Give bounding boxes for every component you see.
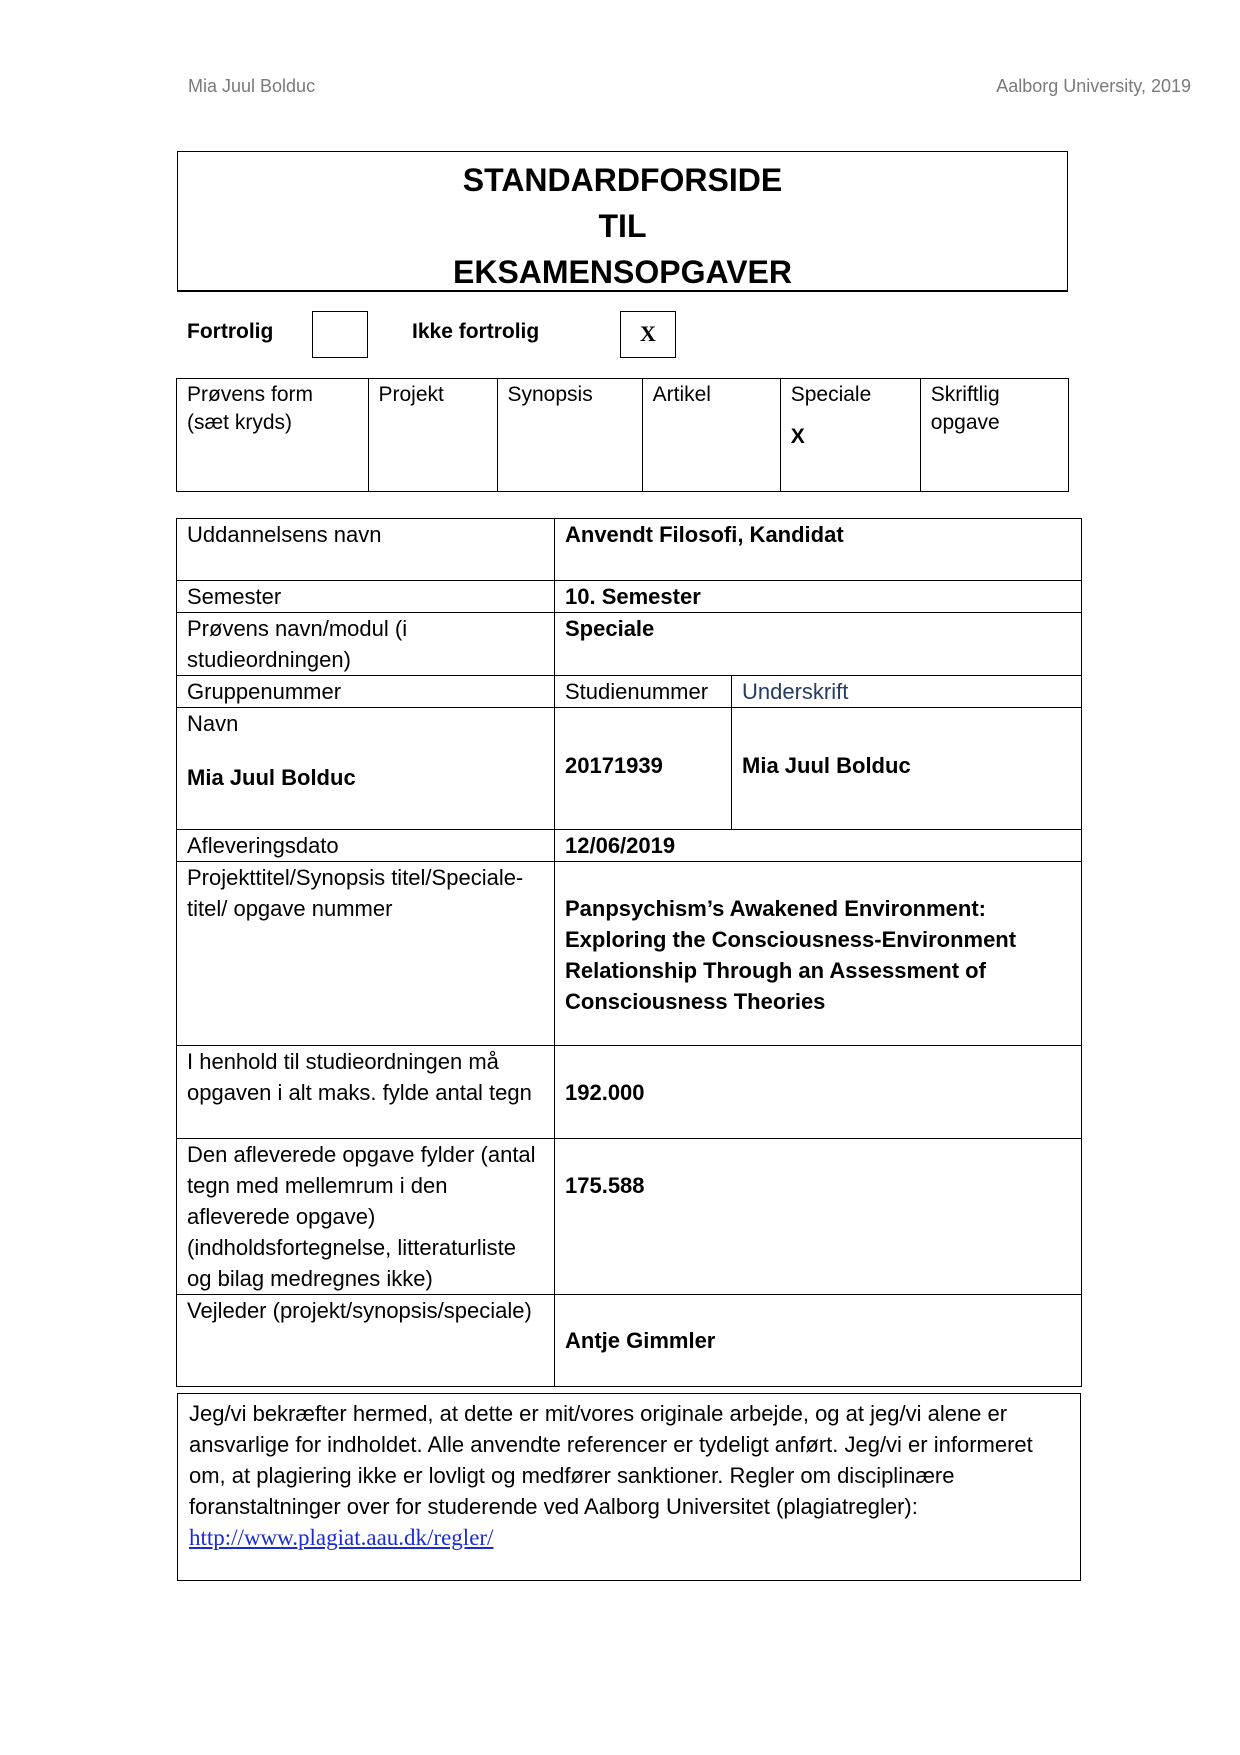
name-label: Navn bbox=[187, 711, 239, 736]
title-line-2: TIL bbox=[598, 208, 647, 244]
chars-value: 175.588 bbox=[555, 1139, 1082, 1295]
option-label: Skriftlig opgave bbox=[930, 383, 1000, 434]
not-confidential-checkbox[interactable]: X bbox=[620, 311, 676, 358]
exam-form-label: Prøvens form (sæt kryds) bbox=[177, 379, 369, 492]
option-label: Synopsis bbox=[507, 383, 593, 406]
exam-form-option-skriftlig[interactable] bbox=[920, 379, 1068, 492]
exam-name-value: Speciale bbox=[555, 613, 1082, 676]
table-row bbox=[177, 1139, 1082, 1295]
table-row bbox=[177, 1295, 1082, 1387]
student-no-value: 20171939 bbox=[555, 708, 732, 830]
header-institution: Aalborg University, 2019 bbox=[996, 76, 1191, 96]
student-no-label: Studienummer bbox=[555, 676, 732, 708]
table-row bbox=[177, 1046, 1082, 1139]
table-row bbox=[177, 581, 1082, 613]
education-label: Uddannelsens navn bbox=[177, 519, 555, 581]
declaration bbox=[177, 1393, 1081, 1581]
table-row bbox=[177, 613, 1082, 676]
table-row bbox=[177, 708, 1082, 830]
declaration-text: Jeg/vi bekræfter hermed, at dette er mit/vores originale arbejde, og at jeg/vi alene er ansvarlige for indholdet. Alle anvendte referencer er tydeligt anført. Jeg/vi er informeret om, at plagiering ikke er lovligt og medfører sanktioner. Regler om disciplinære foranstaltninger over for studerende ved Aalborg Universitet (plagiatregler): bbox=[189, 1401, 1033, 1519]
group-label: Gruppenummer bbox=[177, 676, 555, 708]
header-author: Mia Juul Bolduc bbox=[188, 76, 316, 96]
title-line-3: EKSAMENSOPGAVER bbox=[452, 254, 792, 290]
table-row bbox=[177, 676, 1082, 708]
name-value: Mia Juul Bolduc bbox=[187, 765, 356, 790]
date-value: 12/06/2019 bbox=[555, 830, 1082, 862]
option-label: Projekt bbox=[378, 383, 444, 406]
info-table bbox=[176, 518, 1082, 1387]
education-value: Anvendt Filosofi, Kandidat bbox=[555, 519, 1082, 581]
semester-label: Semester bbox=[177, 581, 555, 613]
chars-label: Den afleverede opgave fylder (antal tegn med mellemrum i den afleverede opgave) (indholdsfortegnelse, litteraturliste og bilag medregnes ikke) bbox=[177, 1139, 555, 1295]
confidential-checkbox[interactable] bbox=[312, 311, 368, 358]
plagiarism-rules-link[interactable]: http://www.plagiat.aau.dk/regler/ bbox=[189, 1525, 494, 1550]
title-value: Panpsychism’s Awakened Environment: Exploring the Consciousness-Environment Relationship Through an Assessment of Consciousness Theories bbox=[555, 862, 1082, 1046]
supervisor-value: Antje Gimmler bbox=[555, 1295, 1082, 1387]
exam-form-table bbox=[176, 378, 1069, 492]
max-chars-label: I henhold til studieordningen må opgaven i alt maks. fylde antal tegn bbox=[177, 1046, 555, 1139]
table-row bbox=[177, 519, 1082, 581]
confidential-label: Fortrolig bbox=[187, 320, 274, 343]
exam-form-option-synopsis[interactable] bbox=[497, 379, 642, 492]
semester-value: 10. Semester bbox=[555, 581, 1082, 613]
supervisor-label: Vejleder (projekt/synopsis/speciale) bbox=[177, 1295, 555, 1387]
name-cell bbox=[177, 708, 555, 830]
title-line-1: STANDARDFORSIDE bbox=[462, 162, 783, 198]
signature-label: Underskrift bbox=[732, 676, 1082, 708]
max-chars-value: 192.000 bbox=[555, 1046, 1082, 1139]
exam-name-label: Prøvens navn/modul (i studieordningen) bbox=[177, 613, 555, 676]
exam-form-option-speciale[interactable] bbox=[780, 379, 920, 492]
option-label: Artikel bbox=[652, 383, 711, 406]
option-mark: X bbox=[790, 425, 805, 448]
table-row bbox=[177, 830, 1082, 862]
page-title bbox=[177, 151, 1068, 292]
exam-form-option-projekt[interactable] bbox=[368, 379, 497, 492]
title-label: Projekttitel/Synopsis titel/Speciale-titel/ opgave nummer bbox=[177, 862, 555, 1046]
not-confidential-label: Ikke fortrolig bbox=[412, 320, 540, 343]
option-label: Speciale bbox=[790, 383, 872, 406]
table-row bbox=[177, 862, 1082, 1046]
signature-value: Mia Juul Bolduc bbox=[732, 708, 1082, 830]
exam-form-option-artikel[interactable] bbox=[642, 379, 780, 492]
date-label: Afleveringsdato bbox=[177, 830, 555, 862]
